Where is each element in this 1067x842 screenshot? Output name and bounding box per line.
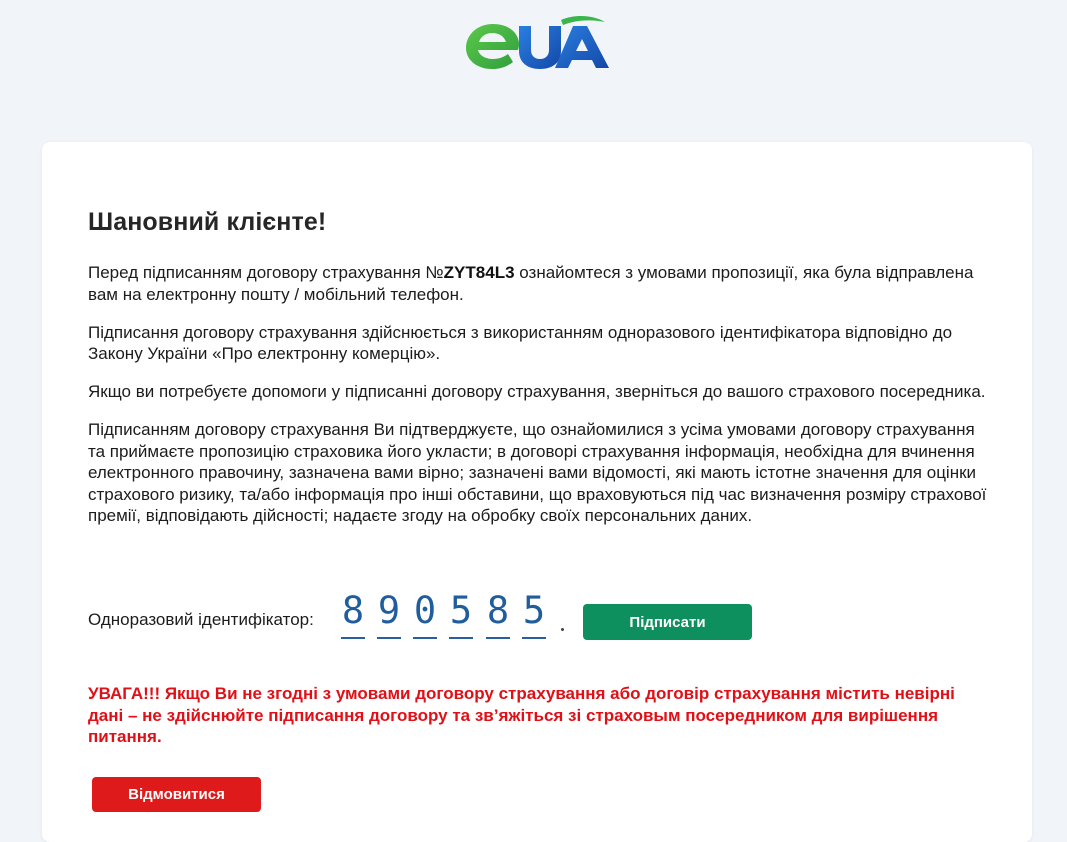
contract-number: ZYT84L3 [443,263,515,282]
otp-digit-2[interactable]: 9 [377,590,401,639]
page-title: Шановний клієнте! [88,208,327,236]
intro-text-after: ознайомтеся з умовами пропозиції, яка була відправлена вам на електронну пошту / мобільний телефон. [88,263,974,304]
consent-paragraph: Підписанням договору страхування Ви підтверджуєте, що ознайомилися з усіма умовами договору страхування та приймаєте пропозицію страховика його укласти; в договорі страхування інформація, необхідна для вчинення електронного правочину, зазначена вами вірно; зазначені вами відомості, які мають істотне значення для оцінки страхового ризику, та/або інформація про інші обставини, що враховуються під час визначення розміру страхової премії, відповідають дійсності; надаєте згоду на обробку своїх персональних даних. [88,420,987,525]
sign-button[interactable]: Підписати [583,604,752,640]
otp-digit-4[interactable]: 5 [449,590,473,639]
otp-digit-5[interactable]: 8 [486,590,510,639]
signing-card [42,142,1032,842]
eua-logo-icon [463,12,613,70]
otp-digit-1[interactable]: 8 [341,590,365,639]
warning-text: УВАГА!!! Якщо Ви не згодні з умовами договору страхування або договір страхування містить невірні дані – не здійснюйте підписання договору та зв’яжіться зі страховым посередником для вирішення питання. [88,684,955,746]
otp-label: Одноразовий ідентифікатор: [88,610,314,629]
otp-row [88,590,988,642]
intro-text-before: Перед підписанням договору страхування № [88,263,444,282]
identifier-paragraph: Підписання договору страхування здійснюється з використанням одноразового ідентифікатора відповідно до Закону України «Про електронну комерцію». [88,322,953,363]
otp-end-dot [561,628,564,631]
otp-digit-6[interactable]: 5 [522,590,546,639]
otp-digit-3[interactable]: 0 [413,590,437,639]
terms-text [88,262,988,543]
decline-button[interactable]: Відмовитися [92,777,261,812]
eua-logo [463,12,613,70]
help-paragraph: Якщо ви потребуєте допомоги у підписанні договору страхування, зверніться до вашого страхового посередника. [88,382,986,401]
intro-paragraph [88,262,988,305]
